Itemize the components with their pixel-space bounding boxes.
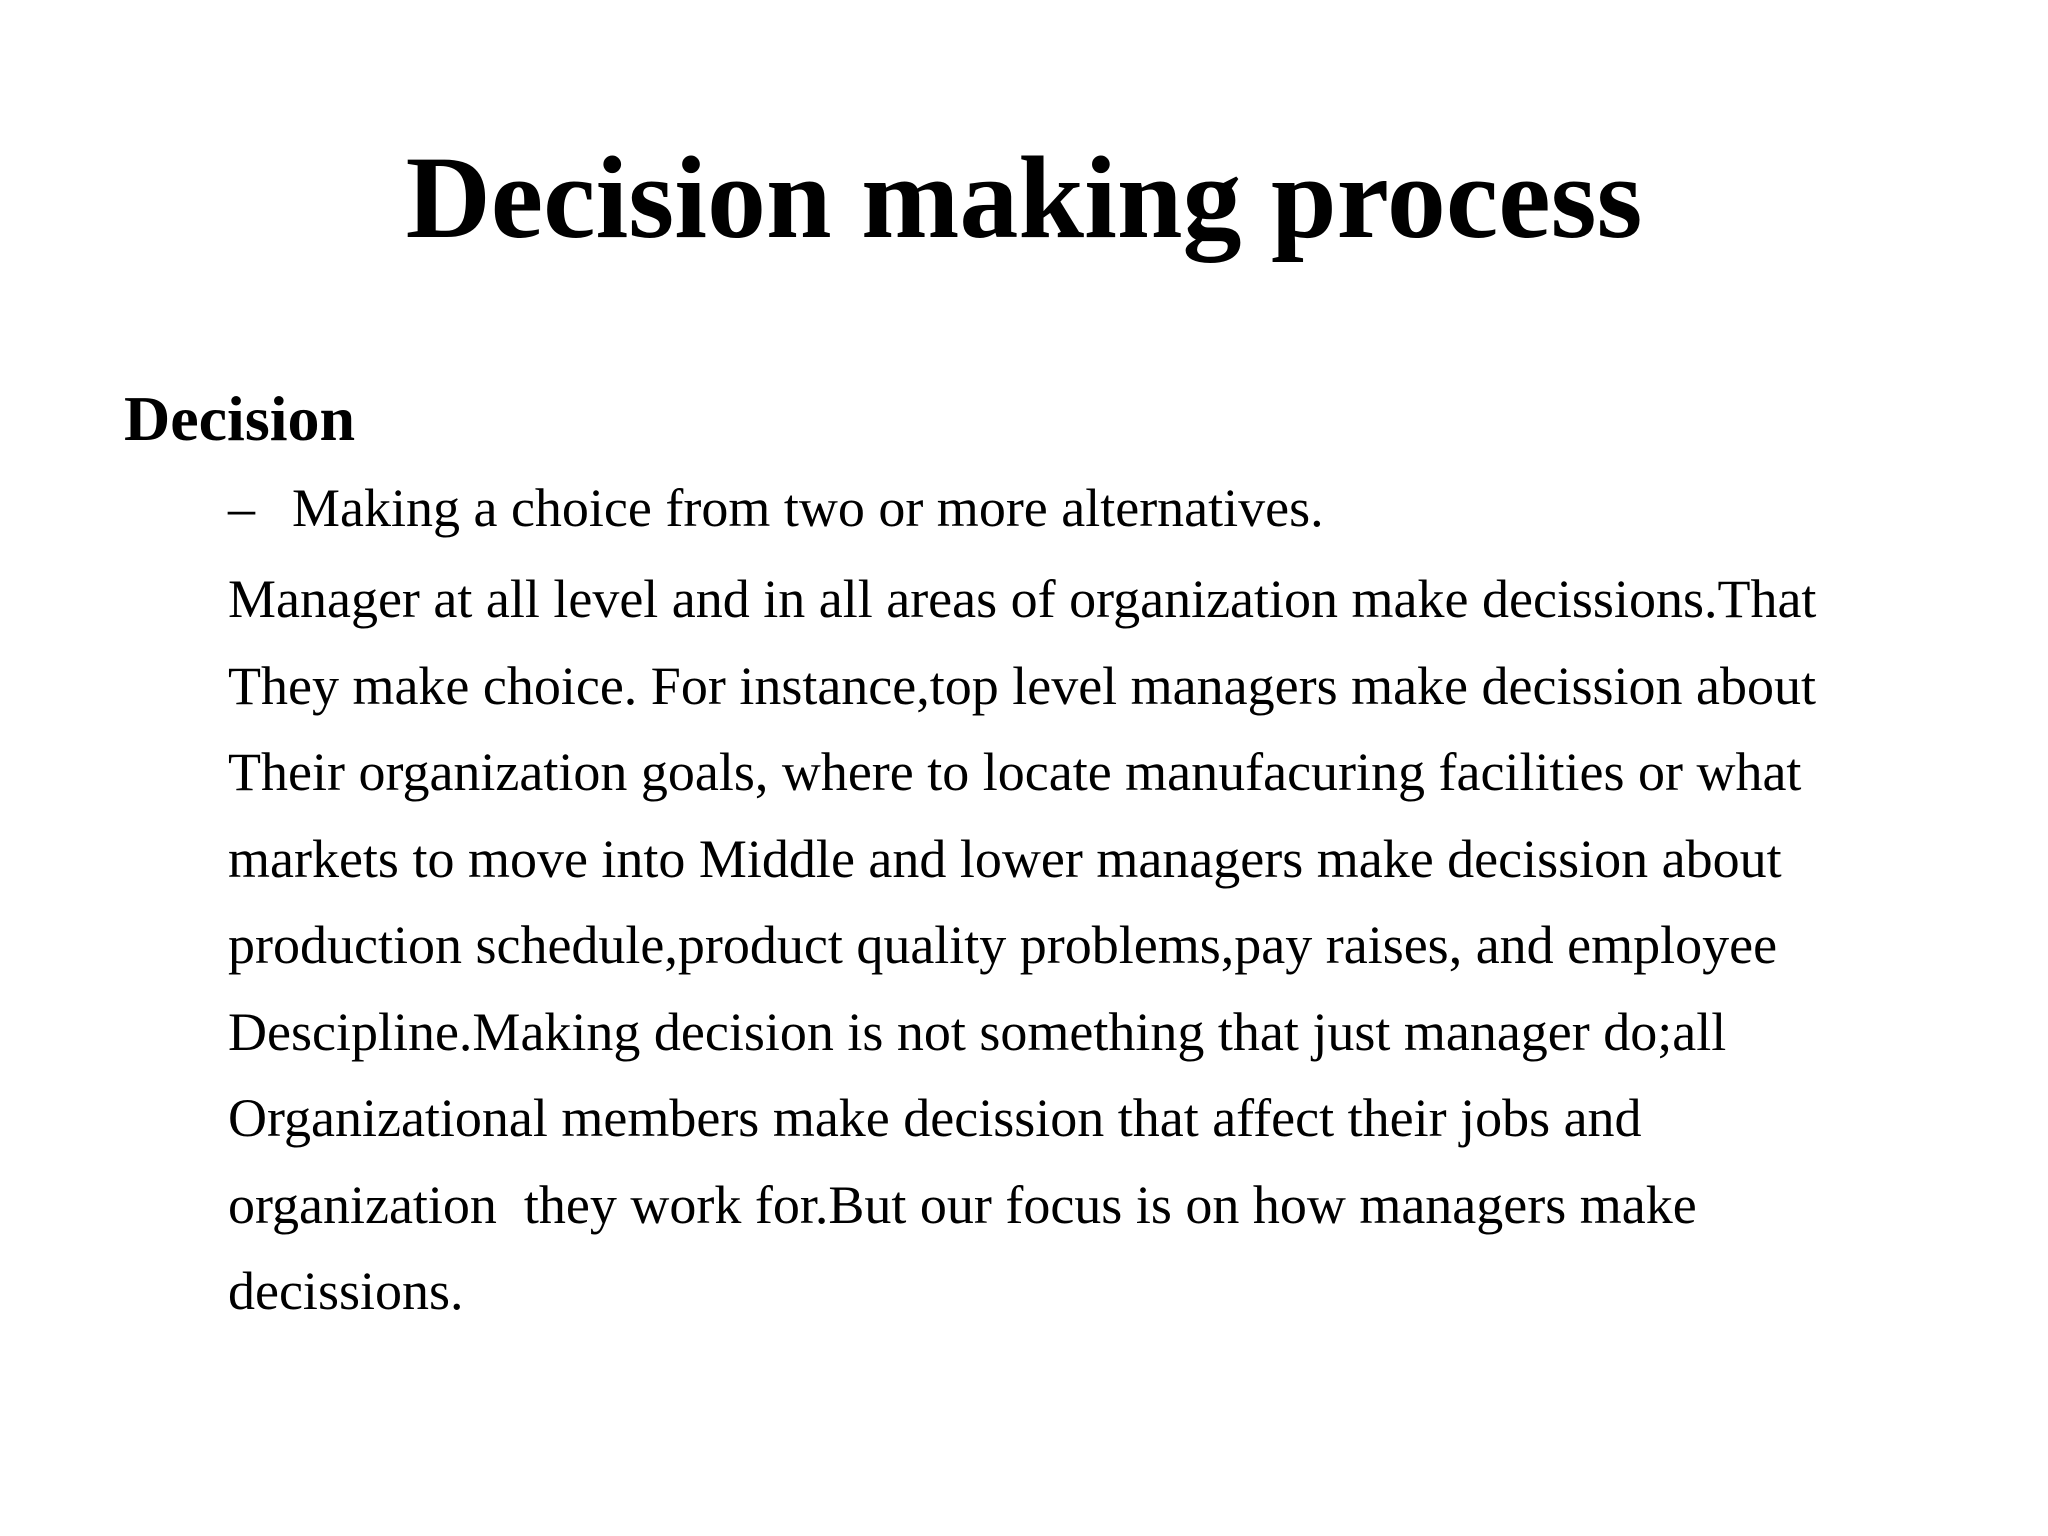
- body-line: organization they work for.But our focus is on how managers make: [228, 1174, 1697, 1235]
- body-line: markets to move into Middle and lower managers make decission about: [228, 828, 1782, 889]
- slide-title: Decision making process: [405, 132, 1643, 263]
- dash-bullet: –: [228, 478, 255, 538]
- body-paragraph: [228, 556, 1816, 1335]
- body-line: They make choice. For instance,top level managers make decission about: [228, 655, 1816, 716]
- body-line: production schedule,product quality problems,pay raises, and employee: [228, 915, 1778, 975]
- section-heading: Decision: [124, 383, 356, 454]
- body-line: decissions.: [228, 1261, 464, 1321]
- bullet-text: Making a choice from two or more alternatives.: [292, 478, 1324, 538]
- bullet-item: [228, 470, 1324, 546]
- body-line: Organizational members make decission that affect their jobs and: [228, 1088, 1642, 1148]
- body-line: Descipline.Making decision is not something that just manager do;all: [228, 1001, 1727, 1062]
- body-line: Their organization goals, where to locate manufacuring facilities or what: [228, 742, 1802, 802]
- body-line: Manager at all level and in all areas of organization make decissions.That: [228, 569, 1817, 629]
